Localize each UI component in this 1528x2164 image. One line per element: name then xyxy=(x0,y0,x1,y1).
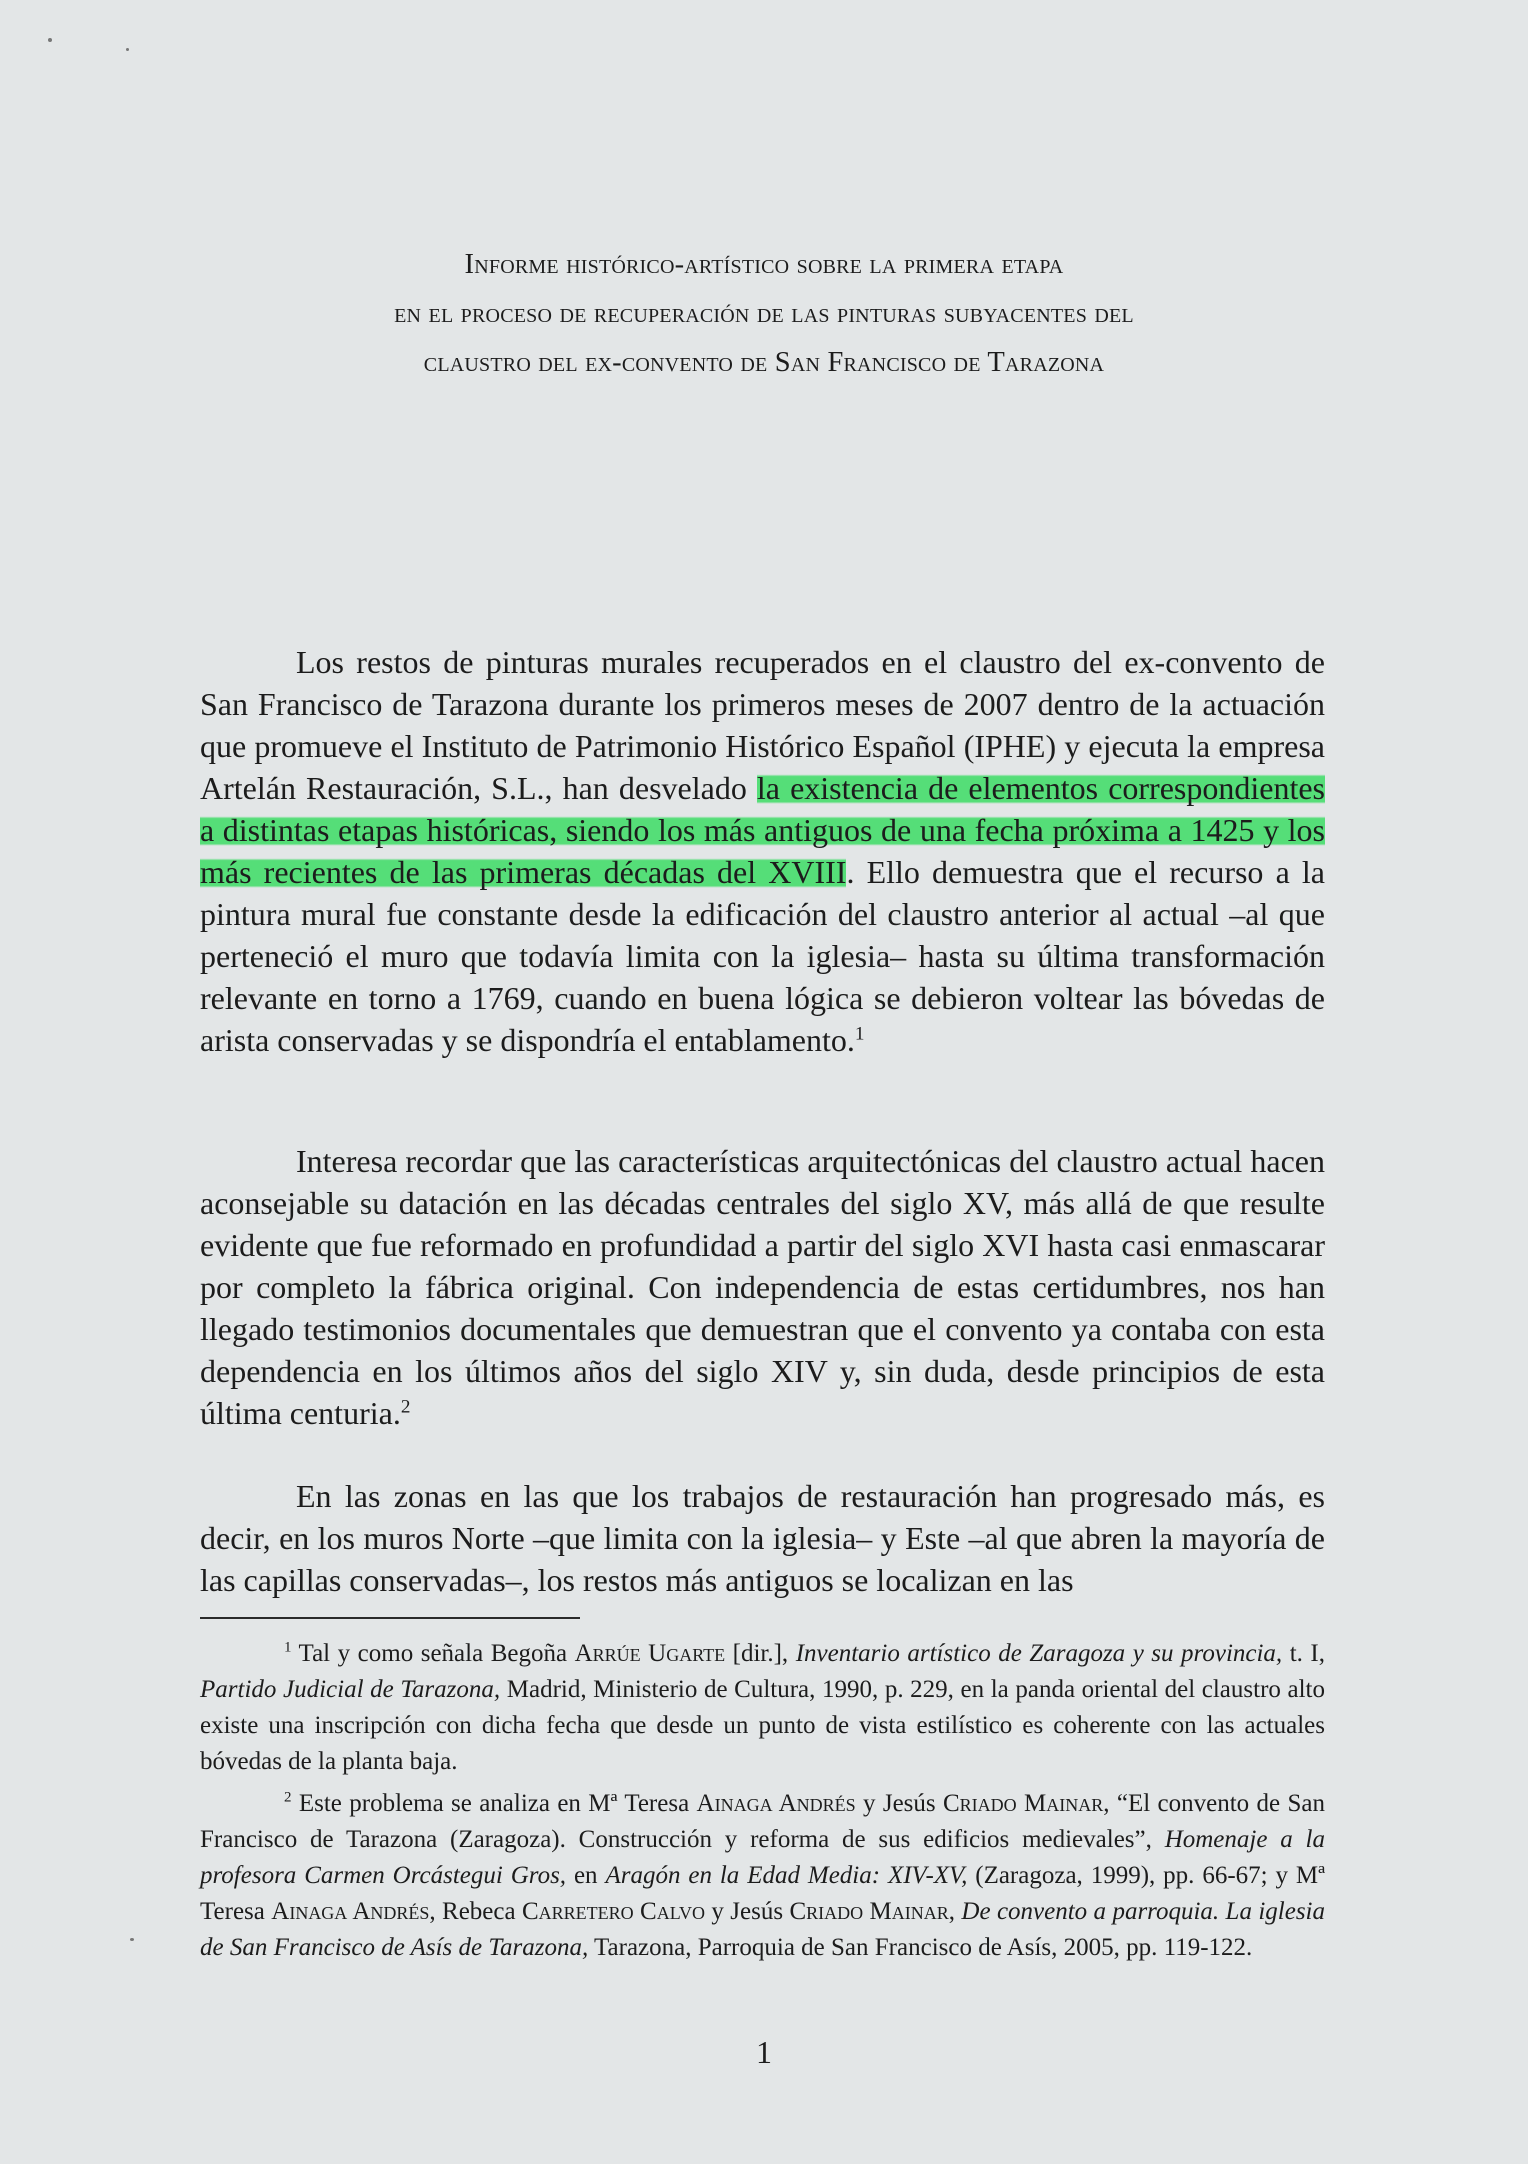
footnote-text: Tal y como señala Begoña xyxy=(291,1640,575,1667)
author-name: Criado Mainar xyxy=(789,1898,949,1925)
paragraph-1 xyxy=(200,641,1325,1061)
footnote-1-number: 1 xyxy=(284,1639,292,1656)
title-line-3: claustro del ex-convento de San Francisco de Tarazona xyxy=(423,347,1105,378)
title-line-1: Informe histórico-artístico sobre la primera etapa xyxy=(464,249,1064,280)
footnotes xyxy=(200,1636,1325,1972)
paragraph-2 xyxy=(200,1140,1325,1434)
footnote-text: , Rebeca xyxy=(429,1898,522,1925)
paragraph-2-text: Interesa recordar que las características arquitectónicas del claustro actual hacen aconsejable su datación en las décadas centrales del siglo XV, más allá de que resulte evidente que fue reformado en profundidad a partir del siglo XVI hasta casi enmascarar por completo la fábrica original. Con independencia de estas certidumbres, nos han llegado testimonios documentales que demuestran que el convento ya contaba con esta dependencia en los últimos años del siglo XIV y, sin duda, desde principios de esta última centuria. xyxy=(200,1143,1325,1431)
paragraph-3-text: En las zonas en las que los trabajos de restauración han progresado más, es decir, en los muros Norte –que limita con la iglesia– y Este –al que abren la mayoría de las capillas conservadas–, los restos más antiguos se localizan en las xyxy=(200,1478,1325,1598)
footnote-divider xyxy=(200,1617,580,1619)
footnote-text: Este problema se analiza en Mª Teresa xyxy=(291,1790,697,1817)
footnote-ref-1[interactable]: 1 xyxy=(854,1023,865,1045)
paragraph-1-continuation: . Ello demuestra que el recurso a la pintura mural fue constante desde la edificación del claustro anterior al actual –al que perteneció el muro que todavía limita con la iglesia– hasta su última transformación relevante en torno a 1769, cuando en buena lógica se debieron voltear las bóvedas de arista conservadas y se dispondría el entablamento. xyxy=(200,854,1326,1058)
footnote-text: t. I, xyxy=(1282,1640,1325,1667)
page-number: 1 xyxy=(756,2034,772,2070)
scan-speck xyxy=(130,1938,134,1941)
highlighted-passage: la existencia de elementos correspondientes a distintas etapas históricas, siendo los más antiguos de una fecha próxima a 1425 y los más recientes de las primeras décadas del XVIII xyxy=(200,770,1326,890)
author-name: Arrúe Ugarte xyxy=(574,1640,726,1667)
paragraph-1-text: Los restos de pinturas murales recuperados en el claustro del ex-convento de San Francisco de Tarazona durante los primeros meses de 2007 dentro de la actuación que promueve el Instituto de Patrimonio Histórico Español (IPHE) y ejecuta la empresa Artelán Restauración, S.L., han desvelado xyxy=(200,644,1325,806)
footnote-1 xyxy=(200,1636,1325,1780)
footnote-text: y Jesús xyxy=(705,1898,790,1925)
author-name: Ainaga Andrés xyxy=(696,1790,856,1817)
work-title: Aragón en la Edad Media: XIV-XV, xyxy=(605,1862,968,1889)
footnote-text: , “El convento de San Francisco de Tarazona (Zaragoza). Construcción y reforma de sus edificios medievales”, xyxy=(200,1790,1325,1853)
scan-speck xyxy=(126,48,129,51)
work-title: Partido Judicial de Tarazona, xyxy=(200,1676,501,1703)
work-title: Inventario artístico de Zaragoza y su provincia, xyxy=(795,1640,1283,1667)
footnote-text: en xyxy=(566,1862,606,1889)
footnote-2 xyxy=(200,1786,1325,1966)
author-name: Criado Mainar xyxy=(943,1790,1104,1817)
footnote-text: (Zaragoza, 1999), pp. 66-67; y Mª Teresa xyxy=(200,1862,1326,1925)
work-title: Homenaje a la profesora Carmen Orcástegui Gros, xyxy=(200,1826,1325,1889)
footnote-2-number: 2 xyxy=(284,1789,292,1806)
document-title xyxy=(150,240,1378,387)
footnote-ref-2[interactable]: 2 xyxy=(400,1396,411,1418)
author-name: Carretero Calvo xyxy=(521,1898,706,1925)
footnote-text: Tarazona, Parroquia de San Francisco de Asís, 2005, pp. 119-122. xyxy=(588,1934,1253,1961)
work-title: De convento a parroquia. La iglesia de San Francisco de Asís de Tarazona, xyxy=(200,1898,1325,1961)
scan-speck xyxy=(48,38,52,42)
footnote-text: , xyxy=(948,1898,962,1925)
footnote-text: [dir.], xyxy=(725,1640,796,1667)
paragraph-3 xyxy=(200,1475,1325,1601)
footnote-text: y Jesús xyxy=(855,1790,943,1817)
author-name: Ainaga Andrés xyxy=(271,1898,430,1925)
footnote-text: Madrid, Ministerio de Cultura, 1990, p. 229, en la panda oriental del claustro alto existe una inscripción con dicha fecha que desde un punto de vista estilístico es coherente con las actuales bóvedas de la planta baja. xyxy=(200,1676,1325,1775)
title-line-2: en el proceso de recuperación de las pinturas subyacentes del xyxy=(394,298,1134,329)
